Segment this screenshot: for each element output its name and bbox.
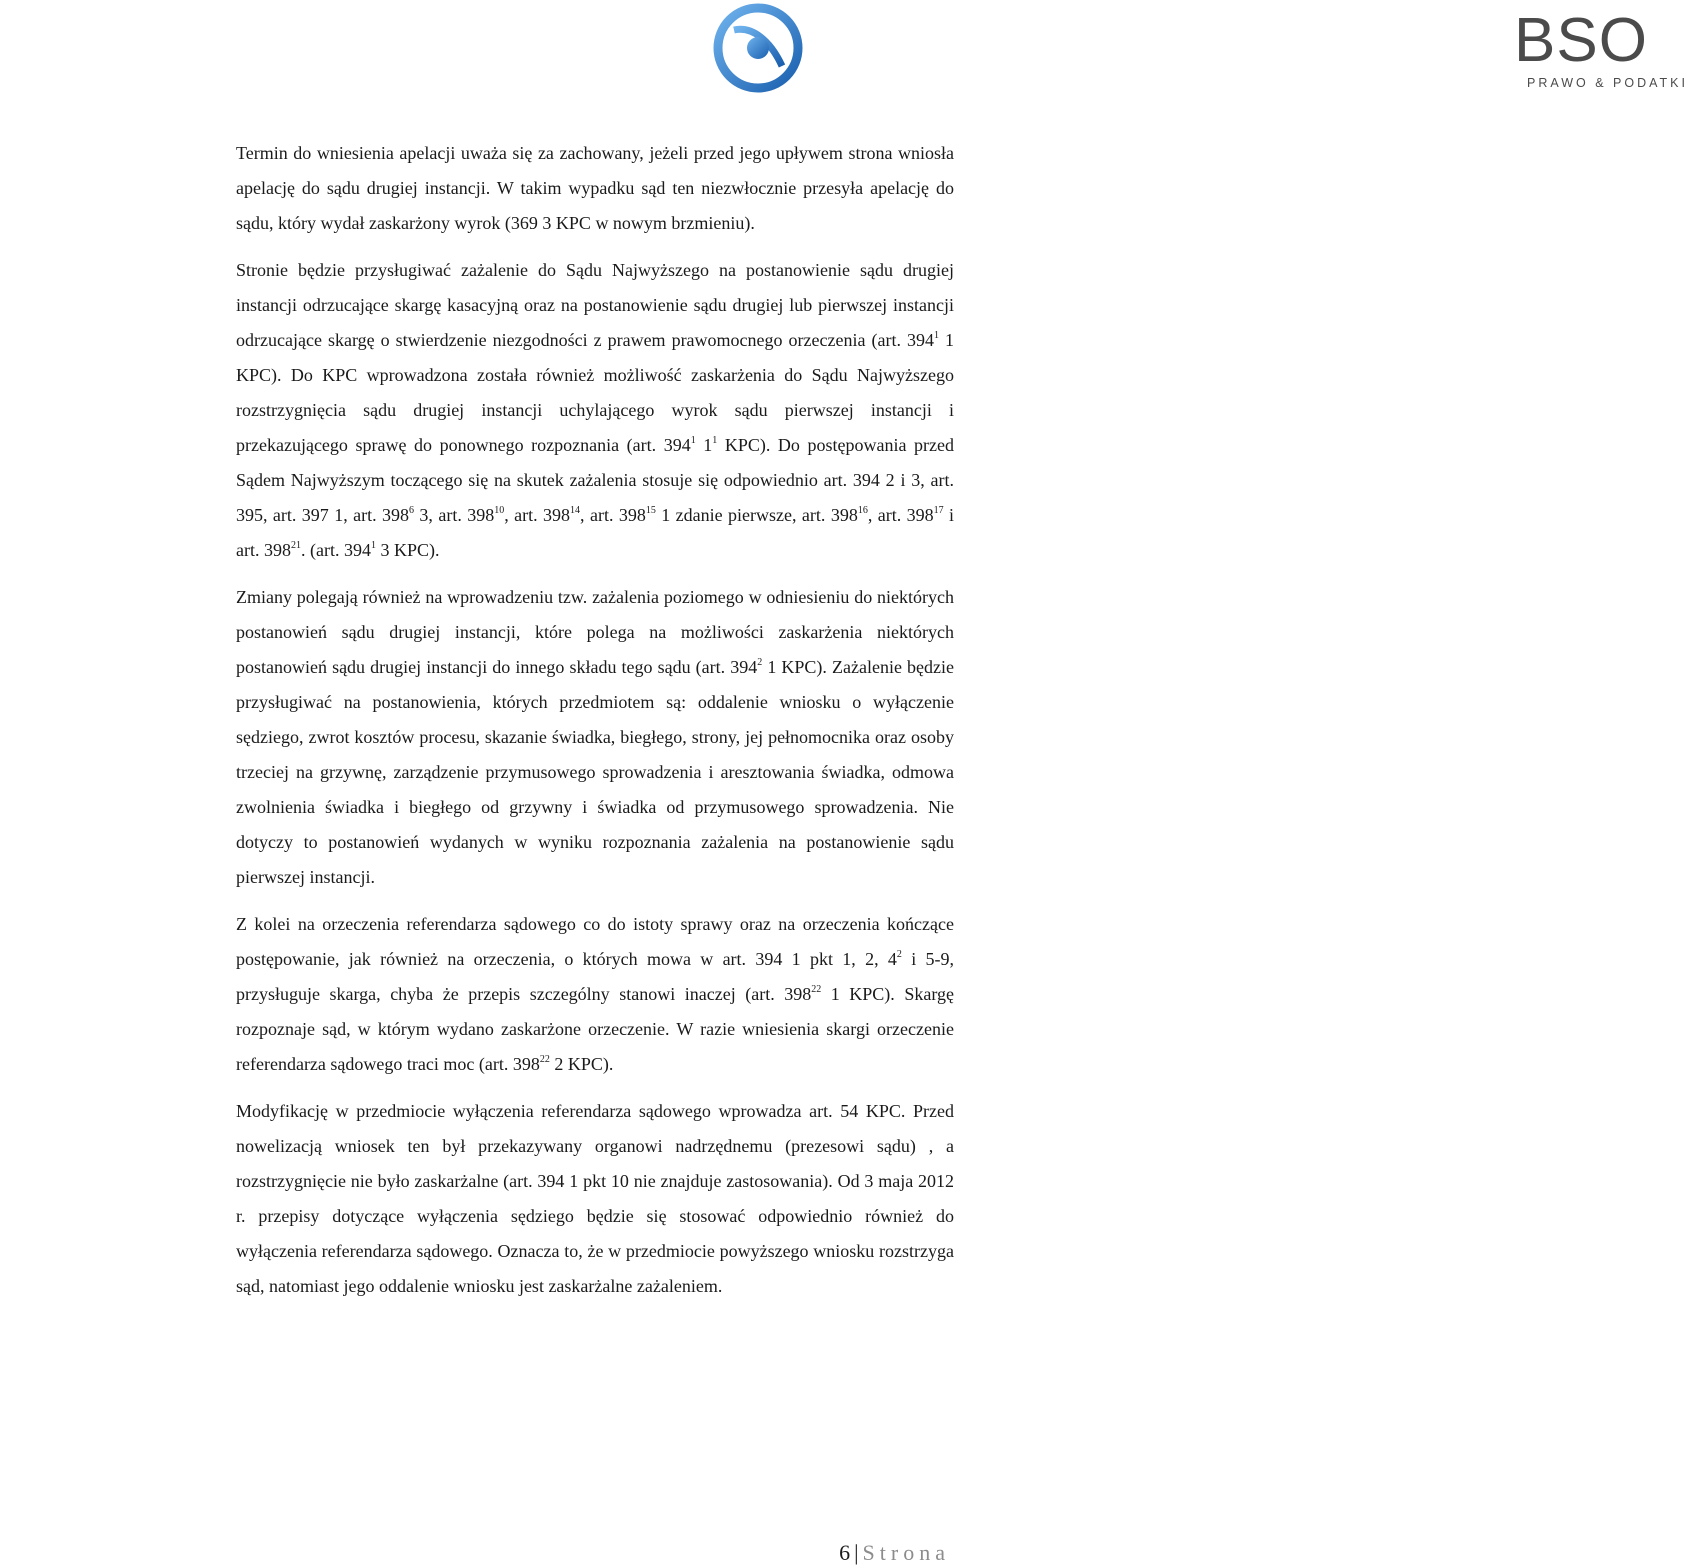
paragraph-text: 1 KPC). Skargę rozpoznaje sąd, w którym wydano zaskarżone orzeczenie. W razie wniesienia skargi orzeczenie referendarza sądowego traci moc (art. 398 [236, 984, 954, 1074]
paragraph-text: i 5-9, przysługuje skarga, chyba że przepis szczególny stanowi inaczej (art. 398 [236, 949, 954, 1004]
superscript: 2 [896, 949, 902, 960]
bso-logo-mark-icon [712, 0, 808, 96]
superscript: 16 [857, 505, 868, 516]
superscript: 17 [933, 505, 944, 516]
paragraph-text: Z kolei na orzeczenia referendarza sądowego co do istoty sprawy oraz na orzeczenia kończące postępowanie, jak również na orzeczenia, o których mowa w art. 394 1 pkt 1, 2, 4 [236, 914, 954, 969]
superscript: 1 [690, 435, 696, 446]
paragraph [236, 1094, 954, 1304]
page-number: 6 [839, 1540, 851, 1565]
paragraph-text: 3 KPC). [375, 540, 440, 560]
document-body [236, 136, 954, 1316]
paragraph-text: . (art. 394 [300, 540, 371, 560]
superscript: 1 [712, 435, 718, 446]
paragraph-text: , art. 398 [504, 505, 571, 525]
paragraph-text: , art. 398 [580, 505, 646, 525]
superscript: 2 [757, 657, 763, 668]
logo-tagline: PRAWO & PODATKI [1527, 76, 1688, 90]
paragraph-text: 1 KPC). Zażalenie będzie przysługiwać na postanowienia, których przedmiotem są: oddalenie wniosku o wyłączenie sędziego, zwrot kosztów procesu, skazanie świadka, biegłego, strony, jej pełnomocnika oraz osoby trzeciej na grzywnę, zarządzenie przymusowego sprowadzenia i aresztowania świadka, odmowa zwolnienia świadka i biegłego od grzywny i świadka od przymusowego sprowadzenia. Nie dotyczy to postanowień wydanych w wyniku rozpoznania zażalenia na postanowienie sądu pierwszej instancji. [236, 657, 955, 887]
paragraph-text: , art. 398 [867, 505, 934, 525]
footer-separator: | [854, 1540, 859, 1565]
superscript: 22 [811, 984, 822, 995]
paragraph-text: Stronie będzie przysługiwać zażalenie do Sądu Najwyższego na postanowienie sądu drugiej instancji odrzucające skargę kasacyjną oraz na postanowienie sądu drugiej lub pierwszej instancji odrzucające skargę o stwierdzenie niezgodności z prawem prawomocnego orzeczenia (art. 394 [236, 260, 954, 350]
paragraph-text: 1 KPC). Do KPC wprowadzona została również możliwość zaskarżenia do Sądu Najwyższego rozstrzygnięcia sądu drugiej instancji uchylającego wyrok sądu pierwszej instancji i przekazującego sprawę do ponownego rozpoznania (art. 394 [236, 330, 954, 455]
paragraph [236, 580, 954, 895]
paragraph-text: Zmiany polegają również na wprowadzeniu tzw. zażalenia poziomego w odniesieniu do niektórych postanowień sądu drugiej instancji, które polega na możliwości zaskarżenia niektórych postanowień sądu drugiej instancji do innego składu tego sądu (art. 394 [236, 587, 954, 677]
superscript: 1 [370, 540, 376, 551]
paragraph-text: 3, art. 398 [414, 505, 495, 525]
paragraph-text: i art. 398 [236, 505, 955, 560]
paragraph-text: Termin do wniesienia apelacji uważa się za zachowany, jeżeli przed jego upływem strona wniosła apelację do sądu drugiej instancji. W takim wypadku sąd ten niezwłocznie przesyła apelację do sądu, który wydał zaskarżony wyrok (369 [236, 143, 954, 233]
paragraph-text: 1 zdanie pierwsze, art. 398 [655, 505, 858, 525]
bso-logo [712, 0, 1688, 96]
paragraph [236, 136, 954, 241]
logo-name: BSO [1514, 6, 1648, 75]
page-footer [839, 1540, 950, 1566]
paragraph [236, 907, 954, 1082]
superscript: 15 [645, 505, 656, 516]
paragraph [236, 253, 954, 568]
superscript: 22 [539, 1054, 550, 1065]
superscript: 21 [290, 540, 301, 551]
superscript: 6 [409, 505, 415, 516]
paragraph-text: 3 KPC w nowym brzmieniu). [542, 213, 755, 233]
paragraph-text: 1 [695, 435, 713, 455]
paragraph-text: Modyfikację w przedmiocie wyłączenia referendarza sądowego wprowadza art. 54 KPC. Przed nowelizacją wniosek ten był przekazywany organowi nadrzędnemu (prezesowi sądu) , a rozstrzygnięcie nie było zaskarżalne (art. 394 1 pkt 10 nie znajduje zastosowania). Od 3 maja 2012 r. przepisy dotyczące wyłączenia sędziego będzie się stosować odpowiednio również do wyłączenia referendarza sądowego. Oznacza to, że w przedmiocie powyższego wniosku rozstrzyga sąd, natomiast jego oddalenie wniosku jest zaskarżalne zażaleniem. [236, 1101, 954, 1296]
superscript: 10 [494, 505, 505, 516]
footer-word: Strona [862, 1540, 950, 1565]
superscript: 1 [933, 330, 939, 341]
paragraph-text: KPC). Do postępowania przed Sądem Najwyższym toczącego się na skutek zażalenia stosuje się odpowiednio art. 394 2 i 3, art. 395, art. 397 1, art. 398 [236, 435, 954, 525]
superscript: 14 [570, 505, 581, 516]
paragraph-text: 2 KPC). [549, 1054, 614, 1074]
